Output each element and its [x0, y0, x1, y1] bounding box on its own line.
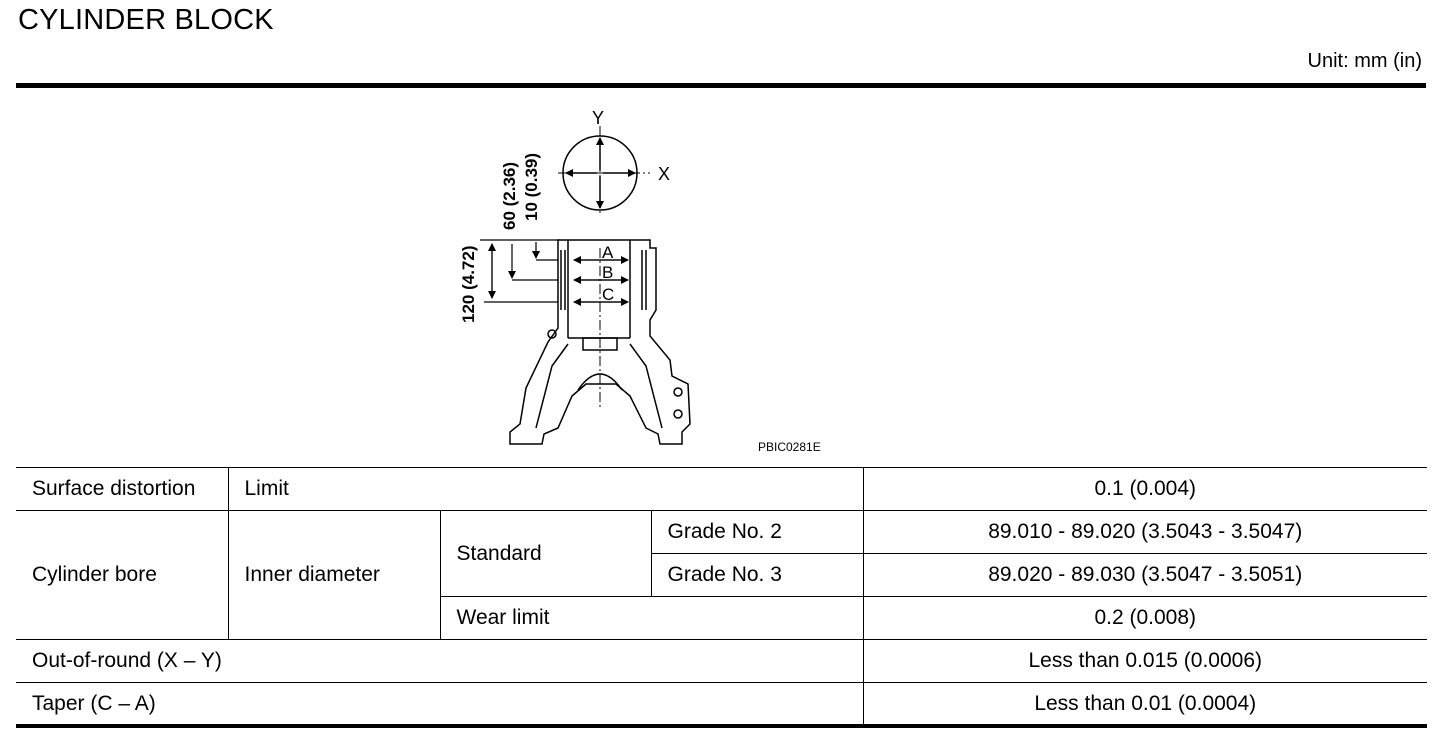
cylinder-bore-item: Cylinder bore: [16, 511, 228, 640]
table-row: [16, 683, 1427, 726]
surface-distortion-sub: Limit: [228, 468, 863, 511]
point-b-label: B: [602, 263, 614, 282]
point-c-label: C: [602, 285, 615, 304]
grade-3-value: 89.020 - 89.030 (3.5047 - 3.5051): [863, 554, 1427, 597]
wear-limit-value: 0.2 (0.008): [863, 597, 1427, 640]
dimension-60-label: 60 (2.36): [500, 161, 519, 230]
dimension-10-label: 10 (0.39): [522, 152, 541, 221]
table-row: [16, 468, 1427, 511]
bore-circle-view: [558, 126, 650, 215]
axis-x-label: X: [658, 164, 671, 184]
measurement-lines: [574, 260, 628, 302]
surface-distortion-item: Surface distortion: [16, 468, 228, 511]
grade-2-value: 89.010 - 89.020 (3.5043 - 3.5047): [863, 511, 1427, 554]
figure-code: PBIC0281E: [758, 440, 821, 454]
table-row: [16, 511, 1427, 554]
table-row: [16, 640, 1427, 683]
point-a-label: A: [602, 243, 614, 262]
wear-limit-label: Wear limit: [440, 597, 863, 640]
out-of-round-value: Less than 0.015 (0.0006): [863, 640, 1427, 683]
unit-label: Unit: mm (in): [1307, 50, 1422, 72]
dimension-lines: [480, 240, 560, 302]
page-title: CYLINDER BLOCK: [18, 4, 274, 36]
cylinder-bore-sub: Inner diameter: [228, 511, 440, 640]
out-of-round-item: Out-of-round (X – Y): [16, 640, 863, 683]
dimension-120-label: 120 (4.72): [459, 245, 478, 323]
taper-value: Less than 0.01 (0.0004): [863, 683, 1427, 726]
standard-label: Standard: [440, 511, 651, 597]
grade-2-label: Grade No. 2: [651, 511, 863, 554]
surface-distortion-value: 0.1 (0.004): [863, 468, 1427, 511]
axis-y-label: Y: [592, 108, 605, 128]
header-rule: [16, 83, 1426, 88]
taper-item: Taper (C – A): [16, 683, 863, 726]
cylinder-measurement-diagram: [440, 98, 860, 463]
footer-rule: [16, 724, 1427, 728]
grade-3-label: Grade No. 3: [651, 554, 863, 597]
specification-table: [16, 467, 1427, 725]
